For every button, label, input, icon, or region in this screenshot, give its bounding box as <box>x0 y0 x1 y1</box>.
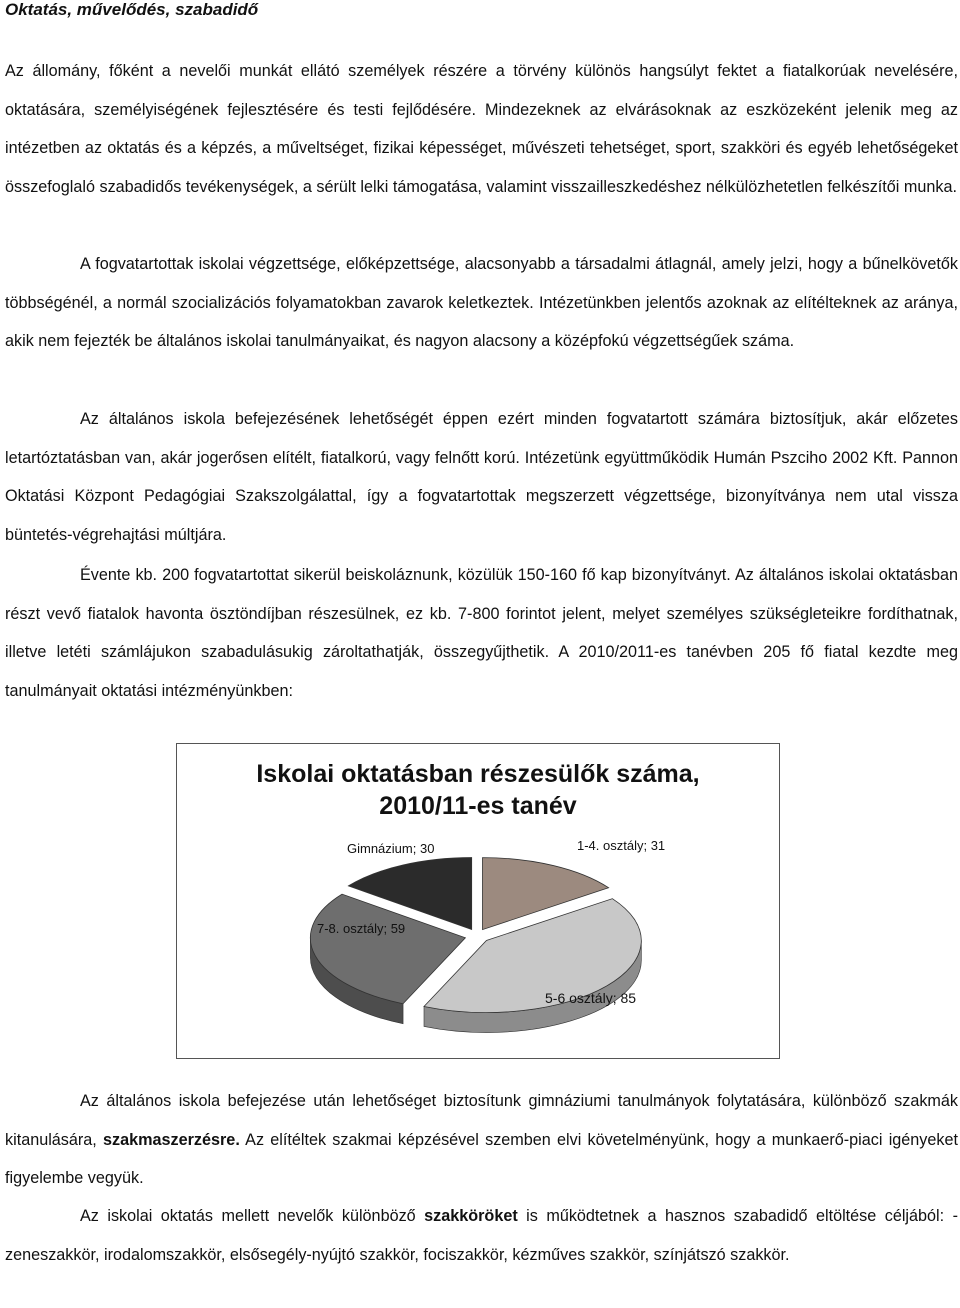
pie-label-1: 5-6 osztály; 85 <box>545 990 637 1006</box>
chart-title-line-2: 2010/11-es tanév <box>379 792 577 820</box>
pie-slices <box>310 858 641 1033</box>
pie-label-3: Gimnázium; 30 <box>347 841 435 856</box>
paragraph-6 <box>5 1197 958 1274</box>
pie-label-0: 1-4. osztály; 31 <box>577 838 666 853</box>
pie-label-2: 7-8. osztály; 59 <box>317 921 406 936</box>
paragraph-1: Az állomány, főként a nevelői munkát ellátó személyek részére a törvény különös hangsúlyt fektet a fiatalkorúak nevelésére, oktatására, személyiségének fejlesztésére és testi fejlődésére. Mindezeknek az elvárásoknak az eszközeként jelenik meg az intézetben az oktatás és a képzés, a műveltséget, fizikai képességet, művészeti tehetséget, sport, szakköri és egyéb lehetőségeket összefoglaló szabadidős tevékenységek, a sérült lelki támogatása, valamint visszailleszkedéshez nélkülözhetetlen felkészítői munka. <box>5 62 958 196</box>
p6-bold-term: szakköröket <box>424 1207 518 1225</box>
paragraph-5 <box>5 1082 958 1198</box>
p5-text-before: Az általános iskola befejezése után lehetőséget biztosítunk gimnáziumi tanulmányok folytatására, különböző szakmák kitanulására, <box>5 1092 958 1149</box>
pie-chart <box>177 744 779 1058</box>
section-heading: Oktatás, művelődés, szabadidő <box>5 0 259 19</box>
p6-text-before: Az iskolai oktatás mellett nevelők különböző <box>80 1207 425 1225</box>
chart-title-line-1: Iskolai oktatásban részesülők száma, <box>256 760 700 788</box>
p5-bold-term: szakmaszerzésre. <box>103 1130 240 1149</box>
p6-text-after: is működtetnek a hasznos szabadidő eltöltése céljából: - zeneszakkör, irodalomszakkör, elsősegély-nyújtó szakkör, fociszakkör, kézműves szakkör, színjátszó szakkör. <box>5 1207 958 1264</box>
p5-text-after: Az elítéltek szakmai képzésével szemben elvi követelményünk, hogy a munkaerő-piaci igényeket figyelembe vegyük. <box>5 1130 958 1188</box>
paragraph-2: A fogvatartottak iskolai végzettsége, előképzettsége, alacsonyabb a társadalmi átlagnál, amely jelzi, hogy a bűnelkövetők többségénél, a normál szocializációs folyamatokban zavarok keletkeztek. Intézetünkben jelentős azoknak az elítélteknek az aránya, akik nem fejezték be általános iskolai tanulmányaikat, és nagyon alacsony a középfokú végzettségűek száma. <box>5 255 958 351</box>
paragraph-4: Évente kb. 200 fogvatartottat sikerül beiskoláznunk, közülük 150-160 fő kap bizonyítványt. Az általános iskolai oktatásban részt vevő fiatalok havonta ösztöndíjban részesülnek, ez kb. 7-800 forintot jelent, melyet személyes szükségleteikre fordíthatnak, illetve letéti számlájukon szabadulásukig zároltathatják, összegyűjthetik. A 2010/2011-es tanévben 205 fő fiatal kezdte meg tanulmányait oktatási intézményünkben: <box>5 566 958 700</box>
paragraph-3: Az általános iskola befejezésének lehetőségét éppen ezért minden fogvatartott számára biztosítjuk, akár előzetes letartóztatásban van, akár jogerősen elítélt, fiatalkorú, vagy felnőtt korú. Intézetünk együttműködik Humán Pszciho 2002 Kft. Pannon Oktatási Központ Pedagógiai Szakszolgálattal, így a fogvatartottak megszerzett végzettsége, bizonyítványa nem utal vissza büntetés-végrehajtási múltjára. <box>5 410 958 544</box>
pie-chart-container <box>176 743 780 1059</box>
